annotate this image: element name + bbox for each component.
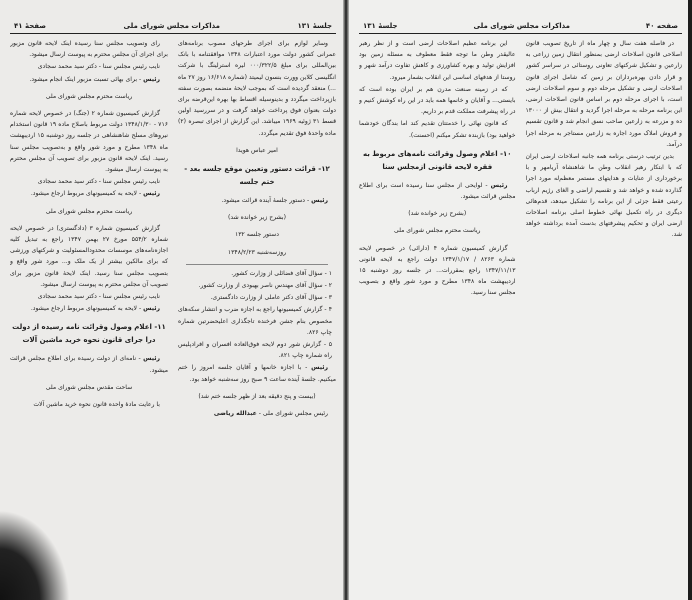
text: روزسه‌شنبه ۱۳۴۸/۲/۲۳ xyxy=(227,248,287,256)
speaker-label: رئیس xyxy=(143,75,160,83)
text: وسایر لوازم برای اجرای طرحهای مصوب برنامه‌های عمرانی کشور دولت مورد اعتبارات ۱۳۴۸ موافقتنامه با بانک بین‌المللی برای مبلغ ۰۰۰/۳۲۲/۵ لیره استرلینگ با شرکت انگلیسی کلاین وورت بنسون لیمیتد (شماره ۱۶/۶۱۸ روز ۲۷ ماه ...) منعقد گردیده است که بموجب لایحهٔ منضمه بصورت سفته بازپرداخت میگردد و بدینوسیله اقساط بها بهره این‌قرضه برای دولت بعنوان فوق پرداخت خواهد گرفت و در سررسید اولین قسط ۳۱ ژوئیه ۱۹۶۹ میباشد. این گزارش از اجرای تبصره (۲) ماده واحدهٔ فوق تقدیم میگردد. xyxy=(178,40,336,137)
running-title: مذاکرات مجلس شورای ملی xyxy=(473,22,570,30)
text: دستور جلسه ۱۳۲ xyxy=(235,231,279,239)
text: ۱ - سؤال آقای فضائلی از وزارت کشور. xyxy=(231,269,332,277)
section-heading xyxy=(359,148,516,174)
paragraph xyxy=(10,108,168,175)
speaker-label: رئیس xyxy=(143,305,160,313)
paragraph xyxy=(10,188,168,199)
paragraph xyxy=(178,408,336,419)
text: ۱۲- قرائت دستور وتعیین موقع جلسه بعد - ختم جلسه xyxy=(184,165,330,187)
page-number: صفحه ۴۰ xyxy=(645,22,678,30)
text: نایب رئیس مجلس سنا - دکتر سید محمد سجادی xyxy=(37,63,160,71)
paragraph xyxy=(359,118,516,140)
paragraph xyxy=(10,61,168,72)
text: ریاست محترم مجلس شورای ملی xyxy=(45,92,133,100)
paragraph xyxy=(10,38,168,60)
paragraph xyxy=(178,362,336,384)
speaker-label: رئیس xyxy=(143,355,160,363)
page-header xyxy=(359,22,682,34)
speaker-label: رئیس xyxy=(143,190,160,198)
paragraph xyxy=(10,291,168,302)
text: که در زمینه صنعت مدرن هم بر ایران بوده است که بایستی... و آقایان و خانمها همه باید در این راه کوشش کنیم و در راه پیشرفت مملکت قدم بر داریم. xyxy=(359,85,516,116)
paragraph xyxy=(359,243,516,299)
agenda-item xyxy=(178,304,336,338)
column-left xyxy=(359,38,516,598)
centered-line xyxy=(10,382,168,393)
text: امیر عباس هویدا xyxy=(236,146,278,154)
text: ۱۱- اعلام وصول وقرائت نامه رسیده از دولت درا جرای قانون نحوه خرید ماشین آلات xyxy=(12,323,166,345)
signature xyxy=(178,145,336,156)
text: (بشرح زیر خوانده شد) xyxy=(228,214,286,222)
text: (بشرح زیر خوانده شد) xyxy=(408,210,467,218)
session-label: جلسهٔ ۱۳۱ xyxy=(297,22,332,30)
text: نایب رئیس مجلس سنا - دکتر سید محمد سجادی xyxy=(37,178,160,186)
paragraph xyxy=(10,353,168,375)
text: این برنامه عظیم اصلاحات ارضی است و از نظر رهبر عالیقدر وطن ما توجه فقط معطوف به مسئله زمین بود افزایش تولید و بهره کشاورزی و کاهش تفاوت درآمد شهر و روستا از هدفهای اساسی این انقلاب بشمار میرود. xyxy=(359,40,516,81)
text: رئیس مجلس شورای ملی - xyxy=(256,410,328,418)
paragraph xyxy=(359,180,516,202)
text: - برای بهائی تسبت مزبور اینک انجام میشود. xyxy=(29,75,144,83)
divider xyxy=(186,264,328,265)
paragraph xyxy=(359,84,516,118)
section-heading xyxy=(178,163,336,189)
paragraph xyxy=(526,38,683,150)
text: - لایحه به کمیسیونهای مربوط ارجاع میشود. xyxy=(30,190,144,198)
text: - لایحه به کمیسیونهای مربوط ارجاع میشود. xyxy=(30,305,144,313)
paragraph xyxy=(10,176,168,187)
centered-line xyxy=(359,225,516,236)
signatory-name: عبدالله ریاضی xyxy=(213,410,257,418)
paragraph xyxy=(10,303,168,314)
paragraph xyxy=(359,38,516,83)
text: گزارش کمیسیون شماره ۴ (دارائی) در خصوص لایحه شماره ۸۲۶۳ / ۱۳۴۷/۱/۱۷ دولت راجع به لایحه قانونی ۱۳۴۷/۱۱/۱۳ راجع بمقررات... در جلسه روز دوشنبه ۱۵ اردیبهشت ماه ۱۳۴۸ مطرح و مورد شور واقع و بتصویب مجلس سنا رسید. xyxy=(359,244,516,297)
book-spine xyxy=(343,0,349,600)
centered-line xyxy=(178,247,336,258)
centered-line xyxy=(359,208,516,219)
paragraph xyxy=(10,223,168,290)
centered-line xyxy=(10,206,168,217)
agenda-item xyxy=(178,280,336,291)
text: ساحت مقدس مجلس شورای ملی xyxy=(45,383,133,391)
column-right xyxy=(526,38,683,598)
speaker-label: رئیس xyxy=(311,197,328,205)
text: ریاست محترم مجلس شورای ملی xyxy=(45,207,133,215)
centered-line xyxy=(178,391,336,402)
paragraph xyxy=(10,74,168,85)
agenda-item xyxy=(178,268,336,279)
scan-edge xyxy=(688,0,692,600)
text: گزارش کمیسیون شماره ۳ (دادگستری) در خصوص لایحه شماره ۵۵۴/۲ مورخ ۲۷ بهمن ۱۳۴۷ راجع به تبدیل کلیه اجازه‌نامه‌های موسسات محدودالمسئولیت و شرکتهای ورزشی که برای مالکین بیشتر از یک ملک و... مورد شور واقع و بتصویب مجلس سنا رسید. اینک لایحهٔ قانون مزبور برای تصویب آن مجلس محترم به پیوست ارسال میشود. xyxy=(10,224,168,288)
text: ۲ - سؤال آقای مهندس ناصر بهبودی از وزارت کشور. xyxy=(198,282,332,290)
session-label: جلسهٔ ۱۳۱ xyxy=(363,22,398,30)
paragraph xyxy=(10,399,168,410)
page-number: صفحهٔ ۴۱ xyxy=(14,22,47,30)
speaker-label: رئیس xyxy=(490,181,508,189)
text: ۴ - گزارش کمیسیونها راجع به اجازه ضرب و انتشار سکه‌های مخصوص بنام جشن فرخنده تاجگذاری اعلیحضرتین شماره چاپ ۸۲۶. xyxy=(178,306,332,336)
agenda-item xyxy=(178,292,336,303)
speaker-label: رئیس xyxy=(311,364,328,372)
centered-line xyxy=(178,229,336,240)
text: نایب رئیس مجلس سنا - دکتر سید محمد سجادی xyxy=(37,293,160,301)
running-title: مذاکرات مجلس شورای ملی xyxy=(123,22,220,30)
text: ریاست محترم مجلس شورای ملی xyxy=(393,227,481,235)
text: - دستور جلسهٔ آینده قرائت میشود. xyxy=(221,197,312,205)
agenda-item xyxy=(178,339,336,361)
scan-shadow xyxy=(0,510,70,600)
page-header xyxy=(10,22,336,34)
paragraph xyxy=(526,151,683,241)
text: ۳ - سؤال آقای دکتر عاملی از وزارت دادگستری. xyxy=(210,294,332,302)
text: با رعایت مادهٔ واحده قانون نحوه خرید ماشین آلات xyxy=(33,401,160,409)
centered-line xyxy=(178,212,336,223)
text: بدین ترتیب درستی برنامه همه جانبه اصلاحات ارضی ایران که با ابتکار رهبر انقلاب وطن ما شاهنشاه آریامهر و با برخورداری از عنایات و هدایتهای مستمر معظم‌له مورد اجرا گذارده شده و خواهد شد و تقسیم اراضی و الغای رژیم ارباب رعیتی فقط جزئی از این برنامه را تشکیل میدهد، قدم‌هائی دیگری در راه تکمیل نهائی خطوط اصلی برنامه اصلاحات ارضی ایران و تحکیم پیشرفتهای بدست آمده برداشته خواهد شد. xyxy=(525,153,682,239)
text: در فاصله هفت سال و چهار ماه از تاریخ تصویب قانون اصلاحی قانون اصلاحات ارضی بمنظور انتقال زمین زراعی به زارعین و تشکیل شرکتهای تعاونی روستائی در سراسر کشور و قرار دادن بهره‌برداران بر زمین که شامل اجرای قانون اصلاحات ارضی و تشکیل مرحله دوم و سوم اصلاحات ارضی است، با اجرای مرحله دوم بر اساس قانون اصلاحات ارضی، این برنامه مرحله به مرحله اجرا گردید و انتقال بیش از ۱۳۰۰۰ ده و مزرعه به زارعین صاحب نسق انجام شد و قانون تقسیم و فروش املاک مورد اجاره به زارعین مستاجر به مرحله اجرا درآمد. xyxy=(525,40,682,148)
text: رای وتصویب مجلس سنا رسیده اینک لایحه قانون مزبور برای اجرای آن مجلس محترم به پیوست ارسال میشود. xyxy=(10,40,168,59)
text: - لوایحی از مجلس سنا رسیده است برای اطلاع مجلس قرائت میشود. xyxy=(359,181,516,201)
centered-line xyxy=(10,91,168,102)
text: - با اجازه خانمها و آقایان جلسه امروز را ختم میکنیم. جلسهٔ آینده ساعت ۹ صبح روز سه‌شنبه خواهد بود. xyxy=(178,364,336,383)
text: که قانون نهائی را خدمتتان تقدیم کند اما بندگان خودشما خواهید بود) بازبنده تشکر میکنم (احسنت). xyxy=(359,120,516,139)
paragraph xyxy=(178,38,336,139)
text: (بیست و پنج دقیقه بعد از ظهر جلسه ختم شد) xyxy=(198,392,316,400)
text: - نامه‌ای از دولت رسیده برای اطلاع مجلس قرائت میشود. xyxy=(10,355,168,374)
section-heading xyxy=(10,321,168,347)
text: ۵ - گزارش شور دوم لایحه فوق‌العاده افسران و افرادپلیس راه شماره چاپ ۸۲۱. xyxy=(178,341,332,360)
paragraph xyxy=(178,195,336,206)
page-40 xyxy=(346,0,692,600)
text: ۱۰- اعلام وصول وقرائت نامه‌های مربوط به فقره لایحه قانونی ازمجلس سنا xyxy=(362,149,512,171)
column-right xyxy=(178,38,336,598)
text: گزارش کمیسیون شماره ۲ (جنگ) در خصوص لایحه شماره ۷۱۶ - ۱۳۴۸/۱/۳۰ دولت مربوط باصلاح ماده ۱۹ قانون استخدام نیروهای مسلح شاهنشاهی در جلسه روز دوشنبه ۱۵ اردیبهشت ماه ۱۳۴۸ مطرح و مورد شور واقع و به‌تصویب مجلس سنا رسید. اینک لایحه قانون مزبور برای تصویب آن مجلس محترم به پیوست ارسال میشود. xyxy=(10,110,168,174)
